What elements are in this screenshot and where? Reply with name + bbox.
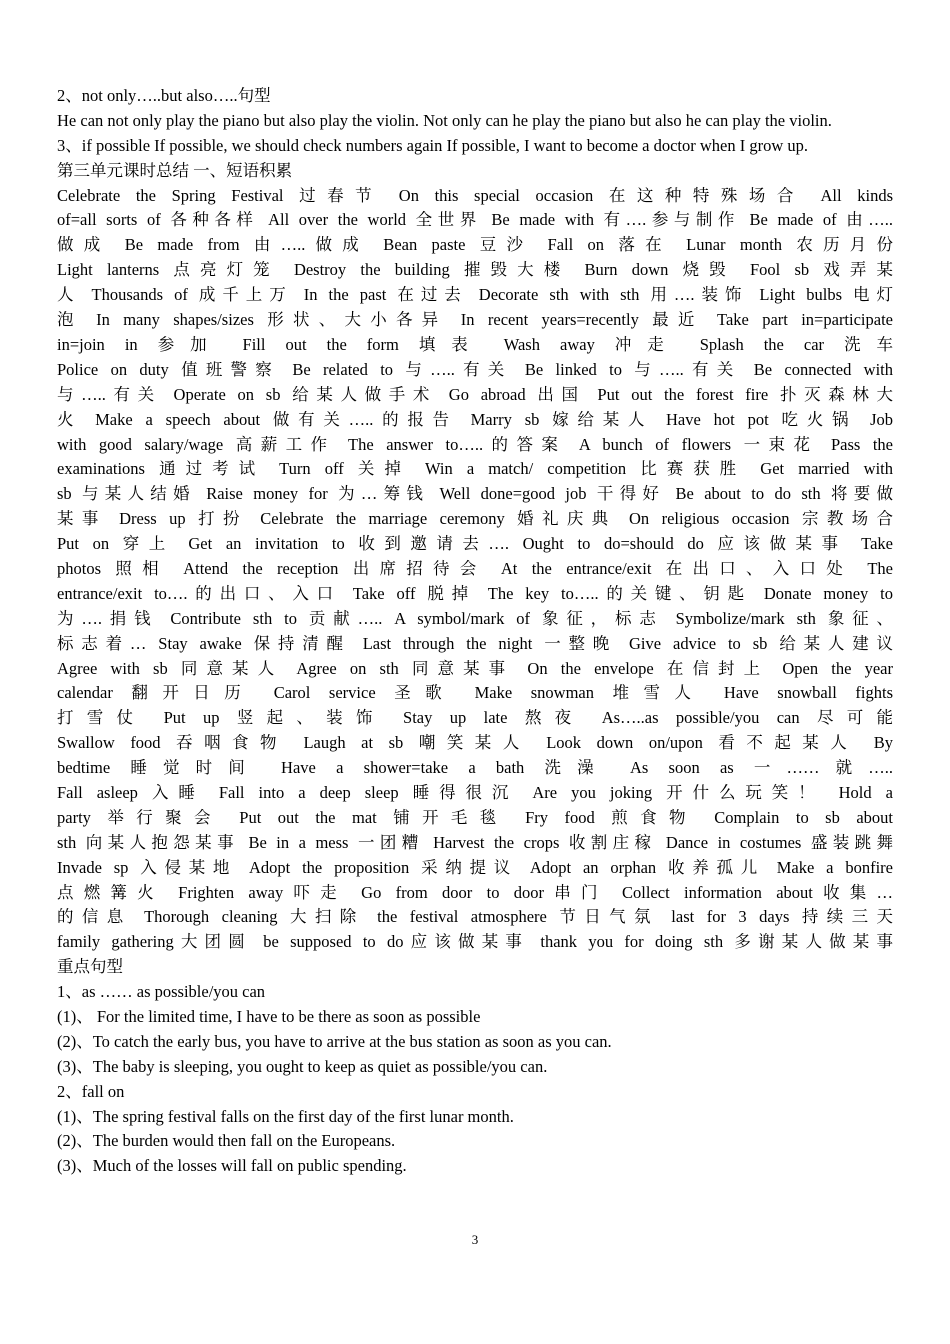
phrase-line: sth 向某人抱怨某事 Be in a mess 一团糟 Harvest the crops 收割庄稼 Dance in costumes 盛装跳舞 (57, 832, 893, 852)
phrase-line: 与…..有关 Operate on sb 给某人做手术 Go abroad 出国 Put out the forest fire 扑灭森林大 (57, 384, 893, 404)
phrase-line: 为….捐钱 Contribute sth to 贡献….. A symbol/mark of 象征，标志 Symbolize/mark sth 象征、 (57, 608, 893, 628)
phrase-line: party 举行聚会 Put out the mat 铺开毛毯 Fry food 煎食物 Complain to sb about (57, 807, 893, 827)
phrase-list (57, 184, 893, 956)
phrase-line: in=join in 参加 Fill out the form 填表 Wash away 冲走 Splash the car 洗车 (57, 334, 893, 354)
page-number: 3 (471, 1232, 479, 1247)
phrase-line: Light lanterns 点亮灯笼 Destroy the building 摧毁大楼 Burn down 烧毁 Fool sb 戏弄某 (57, 260, 893, 280)
phrase-line: 火 Make a speech about 做有关…..的报告 Marry sb 嫁给某人 Have hot pot 吃火锅 Job (57, 409, 893, 429)
phrase-line: 人 Thousands of 成千上万 In the past 在过去 Decorate sth with sth 用….装饰 Light bulbs 电灯 (57, 285, 893, 305)
phrase-line: 泡 In many shapes/sizes 形状、大小各异 In recent years=recently 最近 Take part in=participate (57, 310, 893, 330)
example-paragraph: He can not only play the piano but also play the violin. Not only can he play the piano but also he can play the violin. (57, 110, 832, 130)
section-heading: 2、not only…..but also…..句型 (57, 86, 271, 105)
sentence-group-heading: 2、fall on (57, 1081, 125, 1101)
phrase-line: Fall asleep 入睡 Fall into a deep sleep 睡得很沉 Are you joking 开什么玩笑！ Hold a (57, 782, 893, 802)
phrase-line: calendar 翻开日历 Carol service 圣歌 Make snowman 堆雪人 Have snowball fights (57, 683, 893, 703)
phrase-line: photos 照相 Attend the reception 出席招待会 At the entrance/exit 在出口、入口处 The (57, 558, 893, 578)
example-sentence: (2)、To catch the early bus, you have to arrive at the bus station as soon as you can. (57, 1031, 612, 1051)
phrase-line: entrance/exit to….的出口、入口 Take off 脱掉 The key to…..的关键、钥匙 Donate money to (57, 583, 893, 603)
phrase-line: of=all sorts of 各种各样 All over the world 全世界 Be made with 有….参与制作 Be made of 由….. (57, 210, 893, 230)
sentence-group-heading: 1、as …… as possible/you can (57, 982, 266, 1002)
example-sentence: (1)、 For the limited time, I have to be there as soon as possible (57, 1006, 481, 1026)
example-sentence: (2)、The burden would then fall on the Europeans. (57, 1131, 396, 1151)
document-page (57, 84, 893, 1179)
phrase-line: Invade sp 入侵某地 Adopt the proposition 采纳提议 Adopt an orphan 收养孤儿 Make a bonfire (57, 857, 893, 877)
phrase-line: examinations 通过考试 Turn off 关掉 Win a match/ competition 比赛获胜 Get married with (57, 459, 893, 479)
section-heading: 3、if possible If possible, we should check numbers again If possible, I want to become a doctor when I grow up. (57, 135, 809, 155)
phrase-line: Police on duty 值班警察 Be related to 与…..有关 Be linked to 与…..有关 Be connected with (57, 359, 893, 379)
phrase-line: 点燃篝火 Frighten away吓走 Go from door to door串门 Collect information about收集… (57, 882, 893, 902)
phrase-line: 打雪仗 Put up 竖起、装饰 Stay up late 熬夜 As…..as possible/you can 尽可能 (57, 708, 893, 728)
phrase-line: sb 与某人结婚 Raise money for 为…筹钱 Well done=good job 干得好 Be about to do sth 将要做 (57, 484, 893, 504)
phrase-line: 某事 Dress up 打扮 Celebrate the marriage ceremony 婚礼庆典 On religious occasion 宗教场合 (57, 509, 893, 529)
phrase-line: 做成 Be made from 由…..做成 Bean paste 豆沙 Fall on 落在 Lunar month 农历月份 (57, 235, 893, 255)
phrase-line: Agree with sb 同意某人 Agree on sth 同意某事 On the envelope 在信封上 Open the year (57, 658, 893, 678)
example-sentence: (3)、The baby is sleeping, you ought to keep as quiet as possible/you can. (57, 1056, 548, 1076)
unit-title: 第三单元课时总结 一、短语积累 (57, 160, 293, 180)
phrase-line: 标志着… Stay awake 保持清醒 Last through the night 一整晚 Give advice to sb 给某人建议 (57, 633, 893, 653)
phrase-line: Put on 穿上 Get an invitation to 收到邀请去…. Ought to do=should do 应该做某事 Take (57, 534, 893, 554)
phrase-line: family gathering大团圆 be supposed to do应该做某事 thank you for doing sth 多谢某人做某事 (57, 932, 893, 952)
example-sentence: (1)、The spring festival falls on the first day of the first lunar month. (57, 1106, 514, 1126)
phrase-line: bedtime 睡觉时间 Have a shower=take a bath 洗澡 As soon as 一……就….. (57, 758, 893, 778)
example-sentence: (3)、Much of the losses will fall on public spending. (57, 1156, 407, 1176)
phrase-line: 的信息 Thorough cleaning 大扫除 the festival atmosphere 节日气氛 last for 3 days 持续三天 (57, 907, 893, 927)
key-sentences-title: 重点句型 (57, 957, 123, 977)
phrase-line: with good salary/wage 高薪工作 The answer to…..的答案 A bunch of flowers 一束花 Pass the (57, 434, 893, 454)
phrase-line: Swallow food 吞咽食物 Laugh at sb 嘲笑某人 Look down on/upon 看不起某人 By (57, 733, 893, 753)
phrase-line: Celebrate the Spring Festival 过春节 On this special occasion 在这种特殊场合 All kinds (57, 185, 893, 205)
